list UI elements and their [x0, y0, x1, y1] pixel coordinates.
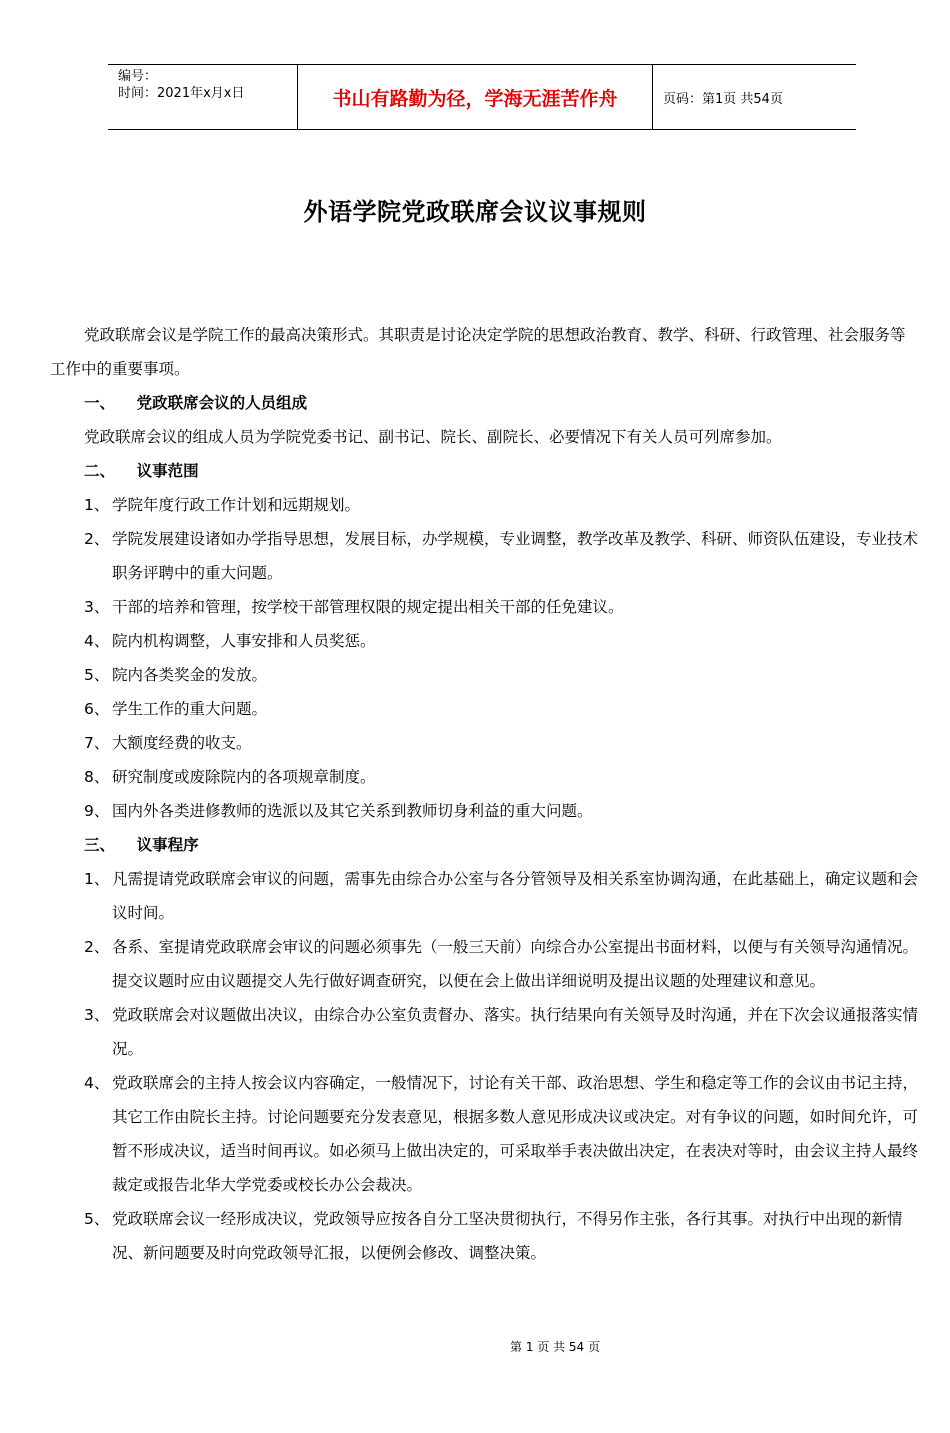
item-number: 5、: [84, 1210, 110, 1228]
item-text: 学院发展建设诸如办学指导思想，发展目标，办学规模，专业调整，教学改革及教学、科研、师资队伍建设，专业技术职务评聘中的重大问题。: [112, 530, 919, 582]
number-label: 编号：: [118, 69, 158, 84]
document-body: [50, 318, 920, 1270]
list-item: [50, 930, 920, 998]
item-number: 3、: [84, 1006, 110, 1024]
section-heading-1: 一、 党政联席会议的人员组成: [84, 394, 308, 412]
item-text: 党政联席会议一经形成决议，党政领导应按各自分工坚决贯彻执行，不得另作主张，各行其事。对执行中出现的新情况、新问题要及时向党政领导汇报，以便例会修改、调整决策。: [112, 1210, 903, 1262]
list-item: [50, 1066, 920, 1202]
item-number: 9、: [84, 802, 110, 820]
item-number: 4、: [84, 632, 110, 650]
item-number: 2、: [84, 530, 110, 548]
item-text: 院内机构调整，人事安排和人员奖惩。: [112, 632, 376, 650]
item-number: 1、: [84, 870, 110, 888]
list-item: [50, 692, 920, 726]
section-heading-2: 二、 议事范围: [84, 462, 199, 480]
list-item: [50, 522, 920, 590]
list-item: [50, 794, 920, 828]
item-text: 大额度经费的收支。: [112, 734, 252, 752]
list-item: [50, 862, 920, 930]
list-item: [50, 624, 920, 658]
item-text: 各系、室提请党政联席会审议的问题必须事先（一般三天前）向综合办公室提出书面材料，以便与有关领导沟通情况。提交议题时应由议题提交人先行做好调查研究，以便在会上做出详细说明及提出议题的处理建议和意见。: [112, 938, 919, 990]
item-number: 1、: [84, 496, 110, 514]
item-text: 党政联席会的主持人按会议内容确定，一般情况下，讨论有关干部、政治思想、学生和稳定等工作的会议由书记主持，其它工作由院长主持。讨论问题要充分发表意见，根据多数人意见形成决议或决定。对有争议的问题，如时间允许，可暂不形成决议，适当时间再议。如必须马上做出决定的，可采取举手表决做出决定，在表决对等时，由会议主持人最终裁定或报告北华大学党委或校长办公会裁决。: [112, 1074, 919, 1194]
item-number: 2、: [84, 938, 110, 956]
header-table: [108, 64, 856, 130]
list-item: [50, 998, 920, 1066]
item-number: 8、: [84, 768, 110, 786]
item-text: 国内外各类进修教师的选派以及其它关系到教师切身利益的重大问题。: [112, 802, 593, 820]
item-number: 4、: [84, 1074, 110, 1092]
procedure-list: [50, 862, 920, 1270]
document-title: 外语学院党政联席会议议事规则: [303, 198, 647, 226]
list-item: [50, 658, 920, 692]
item-number: 7、: [84, 734, 110, 752]
list-item: [50, 1202, 920, 1270]
item-number: 3、: [84, 598, 110, 616]
list-item: [50, 760, 920, 794]
header-motto: 书山有路勤为径，学海无涯苦作舟: [298, 65, 653, 129]
time-label: 时间：2021年x月x日: [118, 86, 245, 101]
page-footer: 第 1 页 共 54 页: [510, 1340, 600, 1354]
item-number: 5、: [84, 666, 110, 684]
section1-text: 党政联席会议的组成人员为学院党委书记、副书记、院长、副院长、必要情况下有关人员可列席参加。: [84, 428, 782, 446]
section-heading-3: 三、 议事程序: [84, 836, 199, 854]
header-page-info: 页码：第1页 共54页: [663, 91, 783, 107]
scope-list: [50, 488, 920, 828]
header-meta-cell: [108, 65, 298, 129]
item-text: 干部的培养和管理，按学校干部管理权限的规定提出相关干部的任免建议。: [112, 598, 624, 616]
item-text: 党政联席会对议题做出决议，由综合办公室负责督办、落实。执行结果向有关领导及时沟通，并在下次会议通报落实情况。: [112, 1006, 919, 1058]
list-item: [50, 488, 920, 522]
item-text: 院内各类奖金的发放。: [112, 666, 268, 684]
intro-paragraph: 党政联席会议是学院工作的最高决策形式。其职责是讨论决定学院的思想政治教育、教学、科研、行政管理、社会服务等工作中的重要事项。: [50, 326, 906, 378]
item-number: 6、: [84, 700, 110, 718]
item-text: 学院年度行政工作计划和远期规划。: [112, 496, 361, 514]
item-text: 研究制度或废除院内的各项规章制度。: [112, 768, 376, 786]
list-item: [50, 590, 920, 624]
item-text: 凡需提请党政联席会审议的问题，需事先由综合办公室与各分管领导及相关系室协调沟通，在此基础上，确定议题和会议时间。: [112, 870, 919, 922]
list-item: [50, 726, 920, 760]
item-text: 学生工作的重大问题。: [112, 700, 268, 718]
